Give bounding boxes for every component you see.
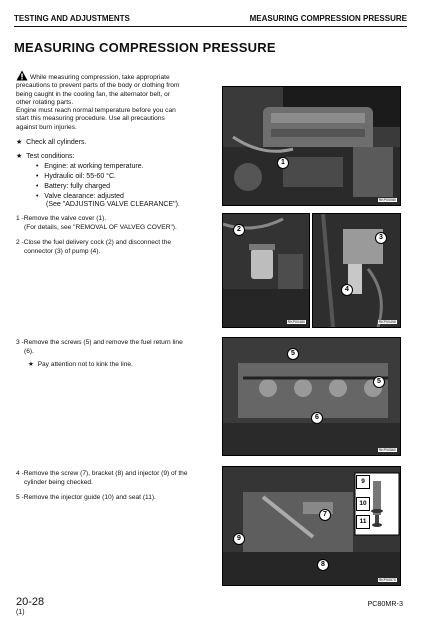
callout: 5 — [373, 376, 385, 388]
step-3-note — [28, 361, 133, 369]
cylinder-head-photo-illustration — [223, 338, 400, 455]
check-note — [16, 138, 86, 146]
callout: 9 — [356, 475, 370, 489]
callout: 7 — [319, 509, 331, 521]
photo-code: RKP00560 — [378, 448, 396, 452]
warning-icon — [16, 70, 28, 81]
photo-fuel-cock — [222, 213, 310, 328]
condition-item: • Valve clearance: adjusted — [36, 193, 124, 200]
page-title: MEASURING COMPRESSION PRESSURE — [14, 40, 276, 55]
star-icon: ★ — [16, 139, 23, 146]
test-conditions-heading — [16, 152, 74, 160]
condition-text: Hydraulic oil: 55-60 °C. — [44, 173, 116, 180]
step-1-note: (For details, see "REMOVAL OF VALVEG COVER"). — [24, 224, 177, 231]
condition-item: • Engine: at working temperature. — [36, 163, 144, 170]
condition-item: • Battery: fully charged — [36, 183, 111, 190]
page-number: 20-28 — [16, 596, 45, 608]
photo-code: RKP00570 — [378, 578, 396, 582]
test-conditions-label: Test conditions: — [26, 153, 75, 160]
step-2-cont: connector (3) of pump (4). — [24, 248, 101, 255]
photo-code: RKP00490 — [378, 320, 396, 324]
callout: 4 — [341, 284, 353, 296]
warning-block — [16, 70, 212, 132]
pump-photo-illustration — [313, 214, 400, 327]
callout: 1 — [277, 157, 289, 169]
callout: 2 — [233, 224, 245, 236]
callout: 3 — [375, 232, 387, 244]
condition-item: • Hydraulic oil: 55-60 °C. — [36, 173, 116, 180]
callout: 6 — [311, 412, 323, 424]
step-3-note-text: Pay attention not to kink the line. — [37, 361, 133, 368]
condition-text: Valve clearance: adjusted — [44, 193, 124, 200]
warning-line: Engine must reach normal temperature before you can — [16, 107, 176, 115]
model-name: PC80MR-3 — [367, 599, 403, 608]
step-4: 4 -Remove the screw (7), bracket (8) and injector (9) of the — [16, 470, 188, 477]
warning-line: against burn injuries. — [16, 123, 77, 131]
callout: 8 — [317, 559, 329, 571]
star-icon: ★ — [16, 153, 23, 160]
photo-fuel-return-line — [222, 337, 401, 456]
page-revision: (1) — [16, 609, 25, 616]
callout: 11 — [356, 515, 370, 529]
warning-line: other rotating parts. — [16, 98, 74, 106]
engine-photo-illustration — [223, 87, 400, 205]
warning-line: While measuring compression, take appropriate — [30, 74, 170, 81]
callout: 10 — [356, 497, 370, 511]
header-section: TESTING AND ADJUSTMENTS — [14, 14, 130, 23]
step-3: 3 -Remove the screws (5) and remove the fuel return line — [16, 339, 183, 346]
condition-subnote: (See "ADJUSTING VALVE CLEARANCE"). — [46, 201, 180, 208]
step-4-cont: cylinder being checked. — [24, 479, 93, 486]
injector-photo-illustration — [223, 467, 400, 585]
condition-text: Engine: at working temperature. — [44, 163, 144, 170]
page-header — [14, 14, 407, 27]
photo-pump-connector — [312, 213, 401, 328]
photo-valve-cover — [222, 86, 401, 206]
step-2: 2 -Close the fuel delivery cock (2) and disconnect the — [16, 239, 172, 246]
step-3-cont: (6). — [24, 348, 34, 355]
warning-line: being caught in the cooling fan, the alternator belt, or — [16, 90, 170, 98]
step-1: 1 -Remove the valve cover (1). — [16, 215, 107, 222]
warning-line: precautions to prevent parts of the body or clothing from — [16, 82, 180, 90]
photo-injector — [222, 466, 401, 586]
check-text: Check all cylinders. — [26, 139, 87, 146]
condition-text: Battery: fully charged — [44, 183, 111, 190]
callout: 9 — [233, 533, 245, 545]
warning-line: start this measuring procedure. Use all precautions — [16, 115, 165, 123]
photo-code: RKP00080 — [378, 198, 396, 202]
star-icon: ★ — [28, 361, 34, 368]
photo-code: RKP00480 — [287, 320, 305, 324]
header-topic: MEASURING COMPRESSION PRESSURE — [249, 14, 407, 23]
step-5: 5 -Remove the injector guide (10) and seat (11). — [16, 494, 156, 501]
callout: 5 — [287, 348, 299, 360]
